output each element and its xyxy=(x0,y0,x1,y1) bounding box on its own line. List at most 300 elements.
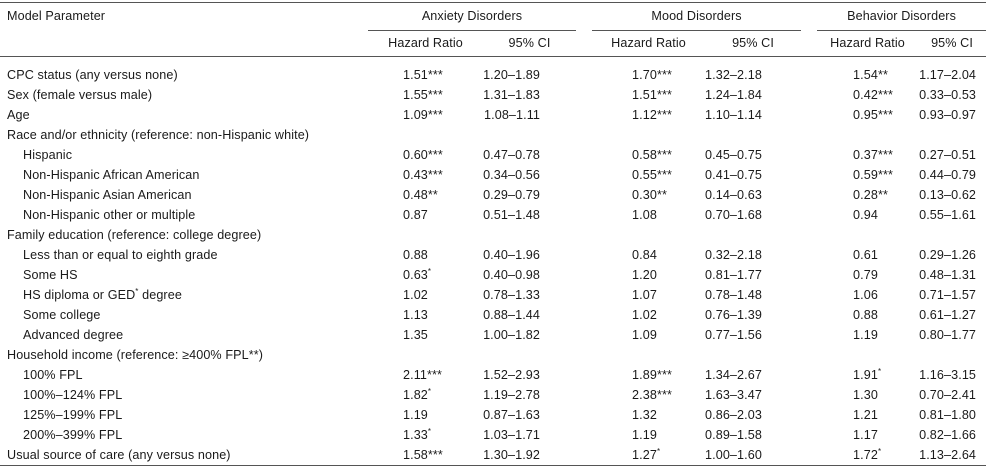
ci-value: 1.63–3.47 xyxy=(705,388,762,402)
ci-cell-mood xyxy=(705,385,801,405)
ci-cell-behavior xyxy=(918,405,986,425)
hazard-ratio-cell-behavior xyxy=(817,125,918,145)
ci-cell-anxiety xyxy=(483,345,576,365)
ci-value: 1.16–3.15 xyxy=(919,368,977,382)
ci-cell-behavior xyxy=(918,245,986,265)
ci-cell-mood xyxy=(705,445,801,466)
section-heading-row xyxy=(0,345,986,365)
ci-cell-anxiety xyxy=(483,365,576,385)
hazard-ratio-value: 1.54 xyxy=(853,68,878,82)
row-label-text: Non-Hispanic African American xyxy=(23,168,200,182)
hazard-ratio-cell-anxiety xyxy=(368,165,483,185)
hazard-ratio-cell-behavior xyxy=(817,265,918,285)
hazard-ratio-cell-anxiety xyxy=(368,245,483,265)
table-row xyxy=(0,445,986,466)
hazard-ratio-value: 1.35 xyxy=(403,328,428,342)
hazard-ratio-value: 1.02 xyxy=(403,288,428,302)
ci-value: 0.78–1.48 xyxy=(705,288,762,302)
table-row xyxy=(0,85,986,105)
ci-cell-anxiety xyxy=(483,145,576,165)
hazard-ratio-cell-mood xyxy=(592,185,705,205)
hazard-ratio-value: 0.60 xyxy=(403,148,428,162)
hazard-ratio-cell-behavior xyxy=(817,325,918,345)
ci-value: 0.47–0.78 xyxy=(483,148,541,162)
hazard-ratio-value: 1.89 xyxy=(632,368,657,382)
row-label xyxy=(0,285,368,305)
hazard-ratio-table xyxy=(0,2,986,466)
subheader-ci: 95% CI xyxy=(705,31,801,57)
ci-cell-mood xyxy=(705,145,801,165)
table-row xyxy=(0,245,986,265)
hazard-ratio-cell-behavior xyxy=(817,385,918,405)
row-label-text: 125%–199% FPL xyxy=(23,408,123,422)
hazard-ratio-cell-behavior xyxy=(817,105,918,125)
ci-value: 1.08–1.11 xyxy=(484,108,541,122)
ci-cell-mood xyxy=(705,425,801,445)
ci-cell-mood xyxy=(705,325,801,345)
hazard-ratio-cell-mood xyxy=(592,285,705,305)
hazard-ratio-value: 2.38 xyxy=(632,388,657,402)
hazard-ratio-cell-mood xyxy=(592,245,705,265)
hazard-ratio-value: 0.30 xyxy=(632,188,657,202)
significance-marker: *** xyxy=(877,88,893,102)
hazard-ratio-cell-mood xyxy=(592,145,705,165)
row-label-text: Non-Hispanic other or multiple xyxy=(23,208,196,222)
significance-marker: *** xyxy=(656,68,672,82)
hazard-ratio-value: 0.28 xyxy=(853,188,878,202)
significance-marker: *** xyxy=(427,108,443,122)
hazard-ratio-cell-mood xyxy=(592,205,705,225)
ci-value: 0.13–0.62 xyxy=(919,188,977,202)
hazard-ratio-value: 0.48 xyxy=(403,188,428,202)
row-label-text: Race and/or ethnicity (reference: non-Hispanic white) xyxy=(7,128,310,142)
hazard-ratio-cell-behavior xyxy=(817,425,918,445)
hazard-ratio-value: 1.33 xyxy=(403,428,428,442)
section-heading-row xyxy=(0,125,986,145)
table-row xyxy=(0,145,986,165)
ci-cell-mood xyxy=(705,65,801,85)
row-label xyxy=(0,445,368,466)
row-label xyxy=(0,245,368,265)
hazard-ratio-cell-mood xyxy=(592,305,705,325)
significance-marker: *** xyxy=(656,108,672,122)
row-label xyxy=(0,425,368,445)
ci-value: 0.93–0.97 xyxy=(919,108,977,122)
ci-cell-anxiety xyxy=(483,185,576,205)
hazard-ratio-cell-anxiety xyxy=(368,365,483,385)
row-label-text: Usual source of care (any versus none) xyxy=(7,448,231,462)
ci-cell-mood xyxy=(705,105,801,125)
column-header-model-parameter: Model Parameter xyxy=(7,9,106,24)
hazard-ratio-cell-behavior xyxy=(817,285,918,305)
ci-cell-behavior xyxy=(918,65,986,85)
hazard-ratio-cell-mood xyxy=(592,405,705,425)
row-label-text: Family education (reference: college degree) xyxy=(7,228,262,242)
hazard-ratio-value: 1.27 xyxy=(632,448,657,462)
ci-cell-anxiety xyxy=(483,205,576,225)
ci-value: 0.29–1.26 xyxy=(919,248,977,262)
hazard-ratio-cell-anxiety xyxy=(368,445,483,466)
hazard-ratio-value: 1.02 xyxy=(632,308,657,322)
header-row-groups xyxy=(0,3,986,31)
row-label-text: Sex (female versus male) xyxy=(7,88,153,102)
hazard-ratio-cell-mood xyxy=(592,385,705,405)
hazard-ratio-cell-mood xyxy=(592,225,705,245)
row-label xyxy=(0,105,368,125)
ci-cell-anxiety xyxy=(483,425,576,445)
hazard-ratio-value: 1.32 xyxy=(632,408,657,422)
group-header-anxiety: Anxiety Disorders xyxy=(368,3,576,31)
hazard-ratio-cell-behavior xyxy=(817,345,918,365)
ci-value: 0.88–1.44 xyxy=(483,308,541,322)
significance-marker: * xyxy=(427,387,432,396)
table-row xyxy=(0,425,986,445)
significance-marker: * xyxy=(656,447,661,456)
significance-marker: *** xyxy=(427,68,443,82)
ci-value: 0.81–1.77 xyxy=(705,268,762,282)
ci-value: 0.86–2.03 xyxy=(705,408,762,422)
ci-cell-behavior xyxy=(918,185,986,205)
hazard-ratio-cell-anxiety xyxy=(368,85,483,105)
hazard-ratio-value: 0.88 xyxy=(853,308,878,322)
ci-cell-behavior xyxy=(918,265,986,285)
significance-marker: *** xyxy=(427,448,443,462)
row-label xyxy=(0,165,368,185)
hazard-ratio-value: 0.87 xyxy=(403,208,428,222)
ci-cell-mood xyxy=(705,405,801,425)
hazard-ratio-value: 1.07 xyxy=(632,288,657,302)
ci-value: 0.81–1.80 xyxy=(919,408,977,422)
hazard-ratio-cell-anxiety xyxy=(368,385,483,405)
hazard-ratio-value: 1.51 xyxy=(403,68,428,82)
hazard-ratio-cell-mood xyxy=(592,125,705,145)
hazard-ratio-value: 1.58 xyxy=(403,448,428,462)
row-label-text: 200%–399% FPL xyxy=(23,428,123,442)
ci-cell-mood xyxy=(705,85,801,105)
row-label xyxy=(0,85,368,105)
ci-value: 0.14–0.63 xyxy=(705,188,762,202)
header-row-subcolumns xyxy=(0,31,986,57)
ci-cell-mood xyxy=(705,245,801,265)
hazard-ratio-value: 0.55 xyxy=(632,168,657,182)
significance-marker: ** xyxy=(427,188,438,202)
significance-marker: *** xyxy=(877,148,893,162)
table-body xyxy=(0,57,986,466)
hazard-ratio-value: 1.06 xyxy=(853,288,878,302)
hazard-ratio-cell-anxiety xyxy=(368,225,483,245)
significance-marker: ** xyxy=(877,68,888,82)
hazard-ratio-cell-anxiety xyxy=(368,125,483,145)
hazard-ratio-value: 1.09 xyxy=(403,108,428,122)
hazard-ratio-cell-behavior xyxy=(817,245,918,265)
hazard-ratio-cell-anxiety xyxy=(368,145,483,165)
ci-value: 1.10–1.14 xyxy=(705,108,762,122)
ci-value: 1.24–1.84 xyxy=(705,88,762,102)
table-row xyxy=(0,65,986,85)
row-label-text: Less than or equal to eighth grade xyxy=(23,248,218,262)
row-label-text: Household income (reference: ≥400% FPL**) xyxy=(7,348,264,362)
hazard-ratio-value: 1.51 xyxy=(632,88,657,102)
ci-cell-behavior xyxy=(918,145,986,165)
hazard-ratio-cell-behavior xyxy=(817,85,918,105)
ci-value: 1.52–2.93 xyxy=(483,368,541,382)
ci-cell-anxiety xyxy=(483,385,576,405)
hazard-ratio-cell-mood xyxy=(592,105,705,125)
table-row xyxy=(0,285,986,305)
ci-value: 0.48–1.31 xyxy=(919,268,977,282)
hazard-ratio-cell-mood xyxy=(592,445,705,466)
hazard-ratio-cell-behavior xyxy=(817,445,918,466)
hazard-ratio-cell-anxiety xyxy=(368,345,483,365)
ci-cell-behavior xyxy=(918,85,986,105)
subheader-hazard-ratio: Hazard Ratio xyxy=(368,31,483,57)
hazard-ratio-value: 1.70 xyxy=(632,68,657,82)
ci-cell-behavior xyxy=(918,425,986,445)
ci-value: 0.40–1.96 xyxy=(483,248,541,262)
ci-value: 0.29–0.79 xyxy=(483,188,541,202)
table-row xyxy=(0,205,986,225)
row-label-text: Some HS xyxy=(23,268,78,282)
hazard-ratio-cell-anxiety xyxy=(368,285,483,305)
row-label xyxy=(0,125,368,145)
ci-cell-behavior xyxy=(918,445,986,466)
ci-value: 0.70–1.68 xyxy=(705,208,762,222)
hazard-ratio-value: 0.59 xyxy=(853,168,878,182)
significance-marker: ** xyxy=(656,188,667,202)
ci-cell-behavior xyxy=(918,225,986,245)
ci-cell-mood xyxy=(705,345,801,365)
row-label xyxy=(0,145,368,165)
ci-value: 0.44–0.79 xyxy=(919,168,977,182)
table-row xyxy=(0,105,986,125)
ci-cell-anxiety xyxy=(483,225,576,245)
row-label-text: Non-Hispanic Asian American xyxy=(23,188,192,202)
ci-cell-anxiety xyxy=(483,305,576,325)
footnote-marker: * xyxy=(135,287,139,296)
hazard-ratio-value: 0.94 xyxy=(853,208,878,222)
significance-marker: *** xyxy=(656,148,672,162)
hazard-ratio-cell-anxiety xyxy=(368,405,483,425)
hazard-ratio-value: 0.43 xyxy=(403,168,428,182)
hazard-ratio-cell-behavior xyxy=(817,185,918,205)
significance-marker: * xyxy=(877,447,882,456)
row-label xyxy=(0,325,368,345)
hazard-ratio-value: 1.21 xyxy=(853,408,878,422)
ci-value: 0.33–0.53 xyxy=(919,88,977,102)
hazard-ratio-cell-anxiety xyxy=(368,105,483,125)
ci-cell-anxiety xyxy=(483,325,576,345)
ci-cell-behavior xyxy=(918,325,986,345)
row-label-text: Hispanic xyxy=(23,148,73,162)
table-row xyxy=(0,365,986,385)
section-heading-row xyxy=(0,225,986,245)
significance-marker: * xyxy=(427,427,432,436)
ci-cell-anxiety xyxy=(483,165,576,185)
ci-cell-behavior xyxy=(918,385,986,405)
ci-cell-mood xyxy=(705,365,801,385)
ci-cell-anxiety xyxy=(483,125,576,145)
table-row xyxy=(0,325,986,345)
row-label xyxy=(0,405,368,425)
group-header-mood: Mood Disorders xyxy=(592,3,801,31)
hazard-ratio-cell-mood xyxy=(592,365,705,385)
significance-marker: *** xyxy=(656,368,672,382)
row-label xyxy=(0,225,368,245)
hazard-ratio-value: 1.30 xyxy=(853,388,878,402)
ci-value: 1.34–2.67 xyxy=(705,368,762,382)
ci-cell-behavior xyxy=(918,305,986,325)
hazard-ratio-cell-anxiety xyxy=(368,305,483,325)
ci-cell-anxiety xyxy=(483,445,576,466)
ci-cell-anxiety xyxy=(483,65,576,85)
ci-value: 1.00–1.60 xyxy=(705,448,762,462)
significance-marker: *** xyxy=(427,88,443,102)
table-row xyxy=(0,305,986,325)
significance-marker: * xyxy=(877,367,882,376)
ci-value: 1.19–2.78 xyxy=(483,388,541,402)
ci-cell-mood xyxy=(705,205,801,225)
hazard-ratio-cell-anxiety xyxy=(368,205,483,225)
ci-cell-anxiety xyxy=(483,245,576,265)
row-label-text: Age xyxy=(7,108,30,122)
ci-value: 0.76–1.39 xyxy=(705,308,762,322)
significance-marker: *** xyxy=(427,168,443,182)
hazard-ratio-value: 1.17 xyxy=(853,428,878,442)
hazard-ratio-value: 0.37 xyxy=(853,148,878,162)
ci-value: 1.31–1.83 xyxy=(483,88,541,102)
ci-cell-behavior xyxy=(918,105,986,125)
hazard-ratio-value: 1.20 xyxy=(632,268,657,282)
hazard-ratio-value: 1.08 xyxy=(632,208,657,222)
subheader-hazard-ratio: Hazard Ratio xyxy=(592,31,705,57)
hazard-ratio-cell-behavior xyxy=(817,145,918,165)
ci-cell-behavior xyxy=(918,285,986,305)
hazard-ratio-cell-anxiety xyxy=(368,65,483,85)
hazard-ratio-value: 0.84 xyxy=(632,248,657,262)
hazard-ratio-value: 0.79 xyxy=(853,268,878,282)
ci-value: 1.00–1.82 xyxy=(483,328,541,342)
row-label xyxy=(0,185,368,205)
ci-cell-mood xyxy=(705,225,801,245)
significance-marker: *** xyxy=(427,148,443,162)
hazard-ratio-cell-behavior xyxy=(817,405,918,425)
ci-value: 0.87–1.63 xyxy=(483,408,541,422)
significance-marker: *** xyxy=(877,108,893,122)
ci-cell-mood xyxy=(705,125,801,145)
hazard-ratio-value: 0.63 xyxy=(403,268,428,282)
hazard-ratio-cell-behavior xyxy=(817,225,918,245)
row-label xyxy=(0,65,368,85)
hazard-ratio-value: 0.95 xyxy=(853,108,878,122)
hazard-ratio-value: 1.19 xyxy=(403,408,428,422)
ci-value: 0.89–1.58 xyxy=(705,428,762,442)
hazard-ratio-cell-behavior xyxy=(817,365,918,385)
hazard-ratio-value: 1.12 xyxy=(632,108,657,122)
table-row xyxy=(0,405,986,425)
table-row xyxy=(0,185,986,205)
hazard-ratio-cell-behavior xyxy=(817,205,918,225)
ci-value: 0.61–1.27 xyxy=(919,308,977,322)
ci-cell-behavior xyxy=(918,125,986,145)
subheader-ci: 95% CI xyxy=(483,31,576,57)
ci-value: 0.32–2.18 xyxy=(705,248,762,262)
hazard-ratio-value: 1.19 xyxy=(853,328,878,342)
hazard-ratio-value: 1.09 xyxy=(632,328,657,342)
ci-value: 0.78–1.33 xyxy=(483,288,541,302)
ci-cell-mood xyxy=(705,265,801,285)
hazard-ratio-cell-mood xyxy=(592,325,705,345)
hazard-ratio-cell-mood xyxy=(592,85,705,105)
hazard-ratio-value: 1.82 xyxy=(403,388,428,402)
hazard-ratio-cell-anxiety xyxy=(368,425,483,445)
ci-value: 0.82–1.66 xyxy=(919,428,977,442)
hazard-ratio-cell-mood xyxy=(592,425,705,445)
hazard-ratio-value: 0.58 xyxy=(632,148,657,162)
hazard-ratio-cell-anxiety xyxy=(368,325,483,345)
hazard-ratio-cell-behavior xyxy=(817,165,918,185)
significance-marker: ** xyxy=(877,188,888,202)
ci-value: 0.80–1.77 xyxy=(919,328,977,342)
row-label xyxy=(0,365,368,385)
ci-cell-mood xyxy=(705,305,801,325)
ci-cell-behavior xyxy=(918,365,986,385)
ci-value: 0.55–1.61 xyxy=(919,208,977,222)
significance-marker: *** xyxy=(877,168,893,182)
ci-cell-mood xyxy=(705,185,801,205)
ci-value: 1.20–1.89 xyxy=(483,68,541,82)
ci-value: 1.32–2.18 xyxy=(705,68,762,82)
ci-cell-behavior xyxy=(918,165,986,185)
ci-value: 0.34–0.56 xyxy=(483,168,541,182)
hazard-ratio-cell-mood xyxy=(592,345,705,365)
ci-value: 1.03–1.71 xyxy=(483,428,541,442)
row-label xyxy=(0,265,368,285)
row-label xyxy=(0,205,368,225)
ci-value: 0.77–1.56 xyxy=(705,328,762,342)
hazard-ratio-cell-behavior xyxy=(817,65,918,85)
significance-marker: *** xyxy=(656,388,672,402)
ci-cell-anxiety xyxy=(483,405,576,425)
ci-value: 0.71–1.57 xyxy=(919,288,977,302)
significance-marker: *** xyxy=(656,168,672,182)
hazard-ratio-cell-behavior xyxy=(817,305,918,325)
subheader-ci: 95% CI xyxy=(918,31,986,57)
ci-value: 0.27–0.51 xyxy=(919,148,977,162)
hazard-ratio-value: 0.61 xyxy=(853,248,878,262)
ci-value: 0.51–1.48 xyxy=(483,208,541,222)
ci-value: 1.13–2.64 xyxy=(919,448,977,462)
row-label-text: Advanced degree xyxy=(23,328,124,342)
ci-cell-anxiety xyxy=(483,265,576,285)
hazard-ratio-cell-anxiety xyxy=(368,265,483,285)
ci-cell-mood xyxy=(705,285,801,305)
table-row xyxy=(0,165,986,185)
ci-value: 0.70–2.41 xyxy=(919,388,977,402)
ci-cell-anxiety xyxy=(483,285,576,305)
row-label xyxy=(0,345,368,365)
significance-marker: *** xyxy=(656,88,672,102)
row-label xyxy=(0,385,368,405)
ci-cell-behavior xyxy=(918,345,986,365)
row-label-text: 100% FPL xyxy=(23,368,83,382)
group-header-behavior: Behavior Disorders xyxy=(817,3,986,31)
ci-value: 1.30–1.92 xyxy=(483,448,541,462)
ci-cell-mood xyxy=(705,165,801,185)
significance-marker: * xyxy=(427,267,432,276)
hazard-ratio-value: 0.42 xyxy=(853,88,878,102)
ci-cell-behavior xyxy=(918,205,986,225)
ci-value: 0.45–0.75 xyxy=(705,148,762,162)
